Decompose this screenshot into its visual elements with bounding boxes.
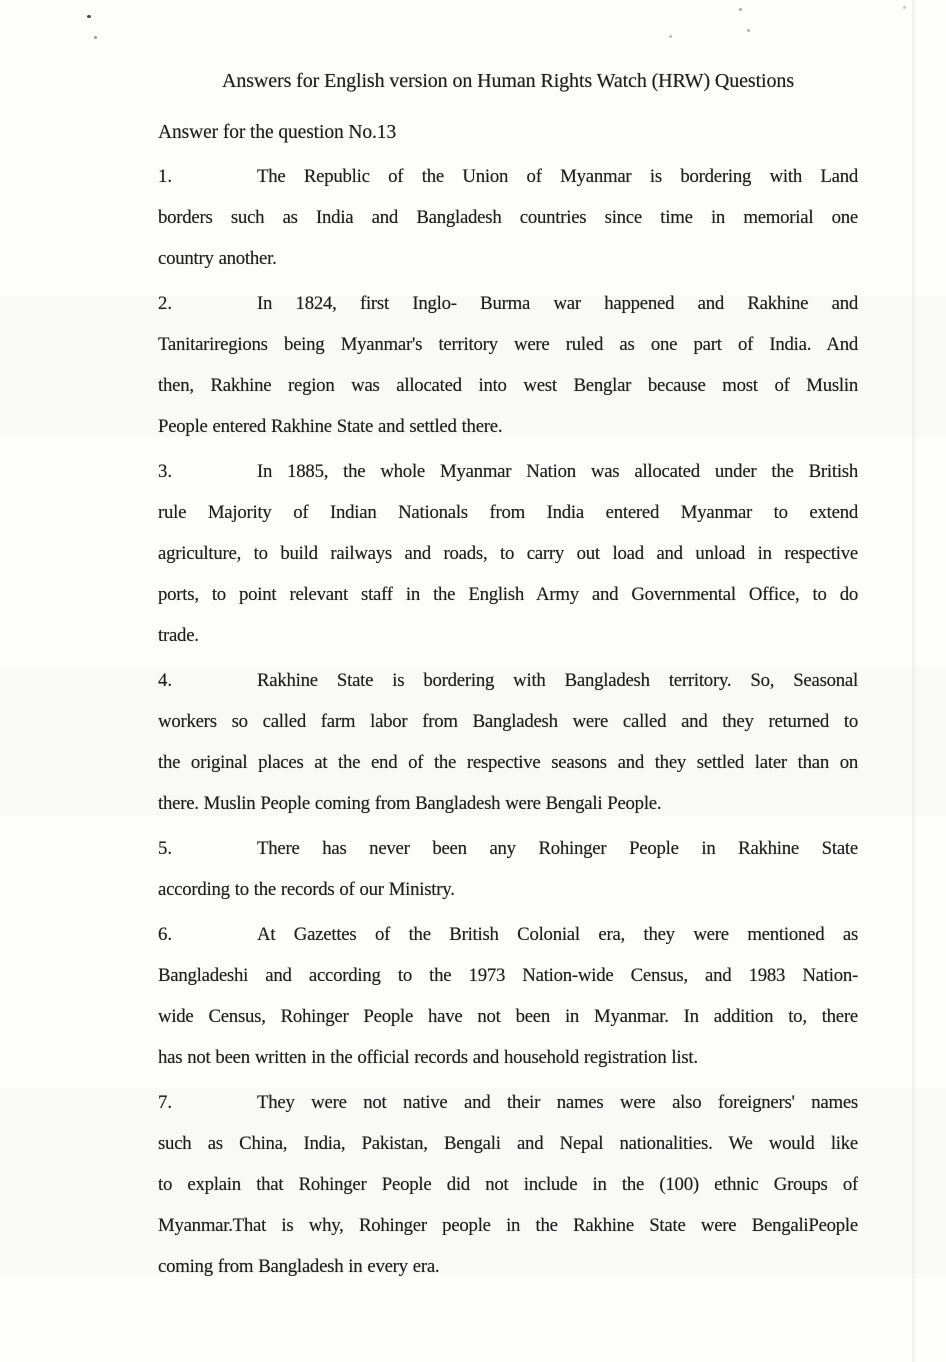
para-line: ports, to point relevant staff in the English Army and Governmental Office, to do: [158, 584, 858, 605]
para-line: [158, 451, 858, 492]
paragraph-7: [158, 1082, 858, 1287]
para-number: 5.: [158, 838, 173, 859]
para-line: coming from Bangladesh in every era.: [158, 1256, 440, 1277]
scan-speckle: [669, 35, 672, 38]
paragraph-1: [158, 156, 858, 279]
para-number: 7.: [158, 1092, 173, 1113]
para-line: has not been written in the official records and household registration list.: [158, 1047, 698, 1068]
para-line: there. Muslin People coming from Bangladesh were Bengali People.: [158, 793, 662, 814]
para-line: Tanitariregions being Myanmar's territory were ruled as one part of India. And: [158, 334, 858, 355]
para-line: [158, 283, 858, 324]
paragraph-6: [158, 914, 858, 1078]
paragraph-5: [158, 828, 858, 910]
para-line: trade.: [158, 625, 199, 646]
para-line-text: There has never been any Rohinger People in Rakhine State: [257, 838, 858, 859]
para-line: Myanmar.That is why, Rohinger people in the Rakhine State were BengaliPeople: [158, 1215, 858, 1236]
para-line-text: They were not native and their names were also foreigners' names: [257, 1092, 858, 1113]
paragraph-4: [158, 660, 858, 824]
para-number: 6.: [158, 924, 173, 945]
para-number: 1.: [158, 166, 173, 187]
para-line: agriculture, to build railways and roads, to carry out load and unload in respective: [158, 543, 858, 564]
scan-speckle: [903, 6, 906, 9]
scan-edge-line: [912, 0, 915, 1362]
para-line: then, Rakhine region was allocated into west Benglar because most of Muslin: [158, 375, 858, 396]
page-title: Answers for English version on Human Rights Watch (HRW) Questions: [221, 70, 795, 92]
section-heading: Answer for the question No.13: [158, 122, 397, 143]
paragraph-2: [158, 283, 858, 447]
para-line: [158, 660, 858, 701]
scan-speckle: [94, 36, 97, 39]
paragraph-3: [158, 451, 858, 656]
para-line: borders such as India and Bangladesh countries since time in memorial one: [158, 207, 858, 228]
para-line: country another.: [158, 248, 277, 269]
para-line-text: At Gazettes of the British Colonial era, they were mentioned as: [257, 924, 858, 945]
para-number: 4.: [158, 670, 173, 691]
para-line-text: In 1824, first Inglo- Burma war happened and Rakhine and: [257, 293, 858, 314]
scan-speckle: [87, 15, 91, 18]
scan-speckle: [747, 29, 750, 32]
para-number: 2.: [158, 293, 173, 314]
para-line: rule Majority of Indian Nationals from India entered Myanmar to extend: [158, 502, 858, 523]
para-line: Bangladeshi and according to the 1973 Nation-wide Census, and 1983 Nation-: [158, 965, 858, 986]
para-line: People entered Rakhine State and settled there.: [158, 416, 503, 437]
document-content: [158, 66, 858, 1291]
scan-speckle: [739, 8, 742, 11]
para-line-text: In 1885, the whole Myanmar Nation was allocated under the British: [257, 461, 858, 482]
para-line: according to the records of our Ministry.: [158, 879, 455, 900]
para-line: to explain that Rohinger People did not include in the (100) ethnic Groups of: [158, 1174, 858, 1195]
para-line: [158, 828, 858, 869]
para-line-text: Rakhine State is bordering with Bangladesh territory. So, Seasonal: [257, 670, 858, 691]
para-line: workers so called farm labor from Bangladesh were called and they returned to: [158, 711, 858, 732]
para-line: [158, 914, 858, 955]
para-line: wide Census, Rohinger People have not been in Myanmar. In addition to, there: [158, 1006, 858, 1027]
para-line: [158, 1082, 858, 1123]
para-line: such as China, India, Pakistan, Bengali and Nepal nationalities. We would like: [158, 1133, 858, 1154]
para-number: 3.: [158, 461, 173, 482]
para-line-text: The Republic of the Union of Myanmar is bordering with Land: [257, 166, 858, 187]
para-line: the original places at the end of the respective seasons and they settled later than on: [158, 752, 858, 773]
para-line: [158, 156, 858, 197]
